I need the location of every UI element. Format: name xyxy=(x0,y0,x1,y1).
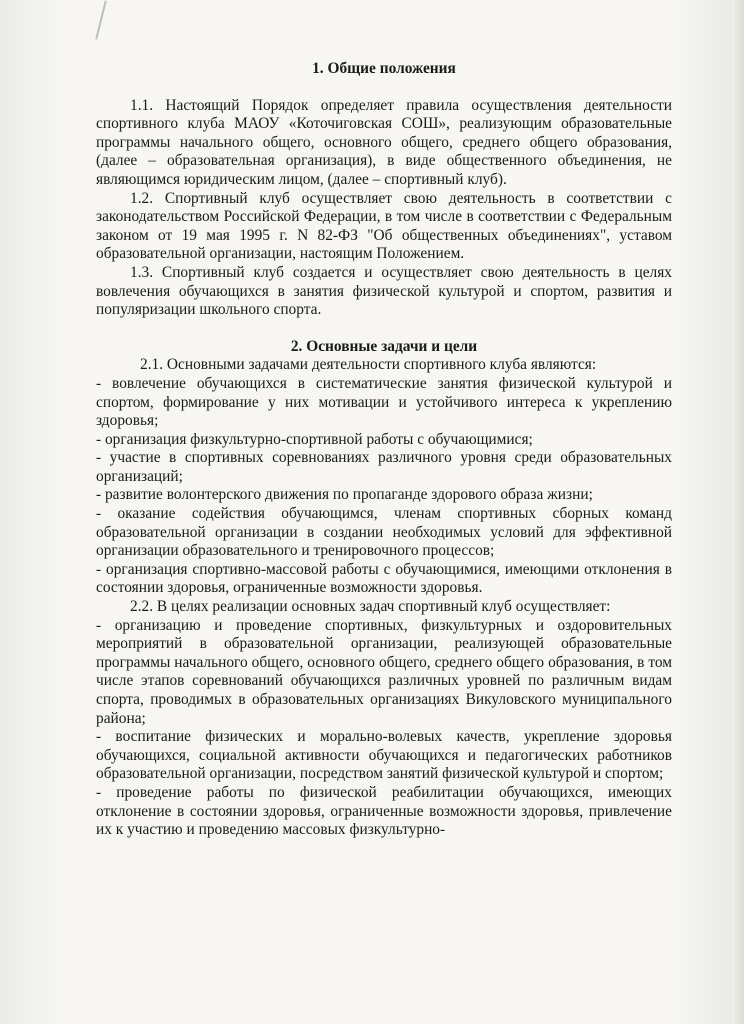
task-item: - оказание содействия обучающимся, членам спортивных сборных команд образовательной организации в создании необходимых условий для эффективной организации образовательного и тренировочного процессов; xyxy=(96,505,672,560)
document-body xyxy=(96,60,672,840)
scan-mark xyxy=(95,0,107,39)
activity-item: - проведение работы по физической реабилитации обучающихся, имеющих отклонение в состоянии здоровья, ограниченные возможности здоровья, привлечение их к участию и проведению массовых физкультурно- xyxy=(96,783,672,839)
paragraph-2-2: 2.2. В целях реализации основных задач спортивный клуб осуществляет: xyxy=(130,598,611,616)
section-1-heading: 1. Общие положения xyxy=(312,60,456,77)
task-item: - развитие волонтерского движения по пропаганде здорового образа жизни; xyxy=(96,486,593,504)
task-item: - вовлечение обучающихся в систематические занятия физической культурой и спортом, формирование у них мотивации и устойчивого интереса к укреплению здоровья; xyxy=(96,374,672,430)
paragraph-1-2: 1.2. Спортивный клуб осуществляет свою деятельность в соответствии с законодательством Российской Федерации, в том числе в соответствии с Федеральным законом от 19 мая 1995 г. N 82-ФЗ "Об общественных объединениях", уставом образовательной организации, настоящим Положением. xyxy=(96,189,672,263)
activity-item: - воспитание физических и морально-волевых качеств, укрепление здоровья обучающихся, социальной активности обучающихся и педагогических работников образовательной организации, посредством занятий физической культурой и спортом; xyxy=(96,728,672,783)
paragraph-1-1: 1.1. Настоящий Порядок определяет правила осуществления деятельности спортивного клуба МАОУ «Коточиговская СОШ», реализующим образовательные программы начального общего, основного общего, среднего общего образования, (далее – образовательная организация), в виде общественного объединения, не являющимся юридическим лицом, (далее – спортивный клуб). xyxy=(96,96,672,188)
activity-item: - организацию и проведение спортивных, физкультурных и оздоровительных мероприятий в образовательной организации, реализующей образовательные программы начального общего, основного общего, среднего общего образования, в том числе этапов соревнований обучающихся различных уровней по различным видам спорта, проводимых в образовательных организациях Викуловского муниципального района; xyxy=(96,616,672,727)
task-item: - организация спортивно-массовой работы с обучающимися, имеющими отклонения в состоянии здоровья, ограниченные возможности здоровья. xyxy=(96,560,672,597)
task-item: - участие в спортивных соревнованиях различного уровня среди образовательных организаций; xyxy=(96,449,672,485)
paragraph-1-3: 1.3. Спортивный клуб создается и осуществляет свою деятельность в целях вовлечения обучающихся в занятия физической культурой и спортом, развития и популяризации школьного спорта. xyxy=(96,263,672,319)
task-item: - организация физкультурно-спортивной работы с обучающимися; xyxy=(96,430,533,448)
paragraph-2-1: 2.1. Основными задачами деятельности спортивного клуба являются: xyxy=(140,356,597,374)
page-edge-shadow xyxy=(732,0,744,1024)
section-2-heading: 2. Основные задачи и цели xyxy=(290,337,478,355)
